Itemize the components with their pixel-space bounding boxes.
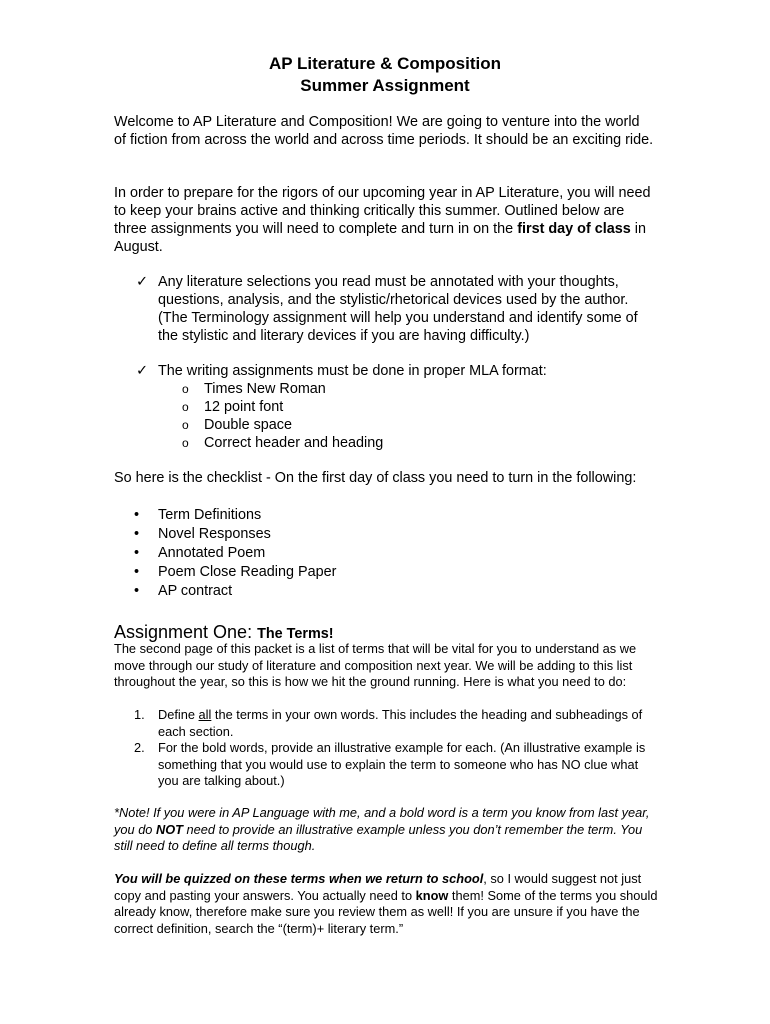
first-day-emphasis: first day of class <box>517 221 631 237</box>
checkmark-icon: ✓ <box>136 274 149 290</box>
bullet-icon: • <box>134 545 140 561</box>
circle-bullet-icon: o <box>182 418 189 432</box>
prepare-text: In order to prepare for the rigors of our upcoming year in AP Literature, you will need to keep your brains active and thinking critically this summer. Outlined below are three assignments you will need to complete and turn in on the <box>114 185 651 237</box>
circle-bullet-icon: o <box>182 382 189 396</box>
bullet-icon: • <box>134 526 140 542</box>
bullet-icon: • <box>134 564 140 580</box>
prepare-text-end: in August. <box>114 221 646 255</box>
prepare-paragraph <box>114 184 654 256</box>
assignment-one-subheading: The Terms! <box>257 626 334 642</box>
step-number: 1. <box>134 707 145 722</box>
checkmark-icon: ✓ <box>136 363 149 379</box>
bullet-icon: • <box>134 583 140 599</box>
underlined-all: all <box>198 707 212 722</box>
circle-bullet-icon: o <box>182 400 189 414</box>
quiz-warning: You will be quizzed on these terms when we return to school <box>114 871 484 886</box>
bullet-icon: • <box>134 507 140 523</box>
circle-bullet-icon: o <box>182 436 189 450</box>
document-page: AP Literature & Composition Summer Assignment Welcome to AP Literature and Composition! We are going to venture into the world of fiction from across the world and across time periods. It should be an exciting ride. In order to prepare for the rigors of our upcoming year in AP Literature, you will need to keep your brains active and thinking critically this summer. Outlined below are three assignments you will need to complete and turn in on the first day of class in August. ✓ Any literature selections you read must be annotated with your thoughts, questions, analysis, and the stylistic/rhetorical devices used by the author. (The Terminology assignment will help you understand and identify some of the stylistic and literary devices if you are having difficulty.) ✓ The writing assignments must be done in proper MLA format: o Times New Roman o 12 point font o Double space o Correct header and heading So here is the checklist - On the first day of class you need to turn in the following: • Term Definitions • Novel Responses • Annotated Poem • Poem Close Reading Paper • AP contract Assignment One: The Terms! The second page of this packet is a list of terms that will be vital for you to understand as we move through our study of literature and composition next year. We will be adding to this list throughout the year, so this is how we hit the ground running. Here is what you need to do: 1. Define all the terms in your own words. This includes the heading and subheadings of each section. 2. For the bold words, provide an illustrative example for each. (An illustrative example is something that you would use to explain the term to someone who has NO clue what you are talking about.) *Note! If you were in AP Language with me, and a bold word is a term you know from last year, you do NOT need to provide an illustrative example unless you don’t remember the term. You still need to define all terms though. You will be quizzed on these terms when we return to school, so I would suggest not just copy and pasting your answers. You actually need to know them! Some of the terms you should already know, therefore make sure you review them as well! If you are unsure if you have the correct definition, search the “(term)+ literary term.” <box>0 0 770 1024</box>
step-number: 2. <box>134 740 145 755</box>
assignment-one-description: The second page of this packet is a list of terms that will be vital for you to understand as we move through our study of literature and composition next year. We will be adding to this list throughout the year, so this is how we hit the ground running. Here is what you need to do: <box>114 641 637 689</box>
note-emphasis: NOT <box>155 821 183 837</box>
document-subtitle: Summer Assignment <box>300 76 470 95</box>
welcome-paragraph: Welcome to AP Literature and Composition! We are going to venture into the world of fiction from across the world and across time periods. It should be an exciting ride. <box>114 114 654 148</box>
requirement-text: Any literature selections you read must be annotated with your thoughts, questions, analysis, and the stylistic/rhetorical devices used by the author. (The Terminology assignment will help you understand and identify some of the stylistic and literary devices if you are having difficulty.) <box>158 274 638 344</box>
quiz-paragraph: You will be quizzed on these terms when we return to school, so I would suggest not just copy and pasting your answers. You actually need to know them! Some of the terms you should already know, therefore make sure you review them as well! If you are unsure if you have the correct definition, search the “(term)+ literary term.” <box>114 871 658 936</box>
know-emphasis: know <box>415 887 449 903</box>
checklist-intro: So here is the checklist - On the first day of class you need to turn in the following: <box>114 470 637 486</box>
requirement-text: The writing assignments must be done in proper MLA format: <box>158 363 547 379</box>
assignment-one-heading: Assignment One: The Terms! <box>114 622 334 642</box>
document-title: AP Literature & Composition <box>268 54 502 73</box>
note-paragraph: *Note! If you were in AP Language with me, and a bold word is a term you know from last year, you do NOT need to provide an illustrative example unless you don’t remember the term. You still need to define all terms though. <box>114 805 650 853</box>
